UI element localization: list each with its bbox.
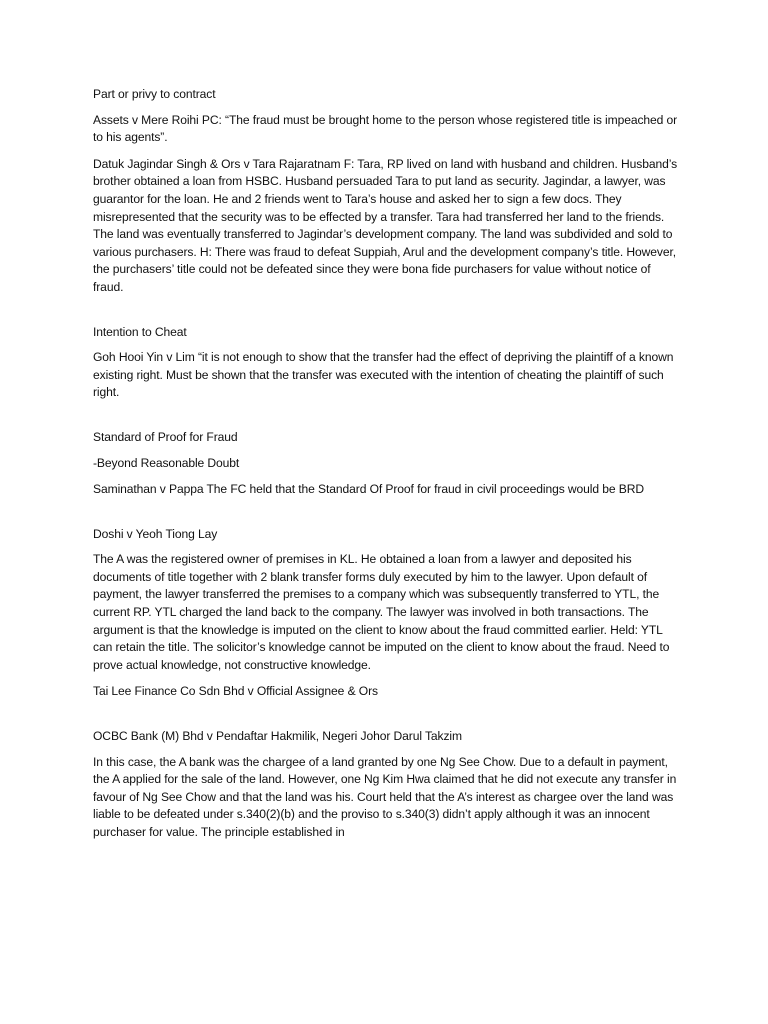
paragraph: -Beyond Reasonable Doubt <box>93 455 240 470</box>
paragraph: Goh Hooi Yin v Lim “it is not enough to show that the transfer had the effect of depriving the plaintiff of a known existing right. Must be shown that the transfer was executed with the intention of cheating the plaintiff of such right. <box>93 350 674 400</box>
paragraph: Assets v Mere Roihi PC: “The fraud must be brought home to the person whose registered title is impeached or to his agents”. <box>93 112 678 145</box>
paragraph: Datuk Jagindar Singh & Ors v Tara Rajaratnam F: Tara, RP lived on land with husband and children. Husband’s brother obtained a loan from HSBC. Husband persuaded Tara to put land as security. Jagindar, a lawyer, was guarantor for the loan. He and 2 friends went to Tara’s house and asked her to sign a few docs. They misrepresented that the security was to be effected by a transfer. Tara had transferred her land to the friends. The land was eventually transferred to Jagindar’s development company. The land was subdivided and sold to various purchasers. H: There was fraud to defeat Suppiah, Arul and the development company’s title. However, the purchasers’ title could not be defeated since they were bona fide purchasers for value without notice of fraud. <box>93 156 678 294</box>
section-heading: Part or privy to contract <box>93 87 216 101</box>
paragraph: Saminathan v Pappa The FC held that the Standard Of Proof for fraud in civil proceedings would be BRD <box>93 482 645 497</box>
paragraph: The A was the registered owner of premises in KL. He obtained a loan from a lawyer and deposited his documents of title together with 2 blank transfer forms duly executed by him to the lawyer. Upon default of payment, the lawyer transferred the premises to a company which was subsequently transferred to YTL, the current RP. YTL charged the land back to the company. The lawyer was involved in both transactions. The argument is that the knowledge is imputed on the client to know about the fraud committed earlier. Held: YTL can retain the title. The solicitor’s knowledge cannot be imputed on the client to know about the fraud. Need to prove actual knowledge, not constructive knowledge. <box>93 552 670 672</box>
section-heading: OCBC Bank (M) Bhd v Pendaftar Hakmilik, Negeri Johor Darul Takzim <box>93 729 462 744</box>
section-heading: Doshi v Yeoh Tiong Lay <box>93 526 218 541</box>
section-heading: Intention to Cheat <box>93 324 187 339</box>
section-heading: Standard of Proof for Fraud <box>93 429 238 444</box>
document-body <box>93 86 681 851</box>
paragraph: In this case, the A bank was the chargee of a land granted by one Ng See Chow. Due to a default in payment, the A applied for the sale of the land. However, one Ng Kim Hwa claimed that he did not execute any transfer in favour of Ng See Chow and that the land was his. Court held that the A’s interest as chargee over the land was liable to be defeated under s.340(2)(b) and the proviso to s.340(3) didn’t apply although it was an innocent purchaser for value. The principle established in <box>93 754 677 839</box>
paragraph: Tai Lee Finance Co Sdn Bhd v Official Assignee & Ors <box>93 684 378 699</box>
